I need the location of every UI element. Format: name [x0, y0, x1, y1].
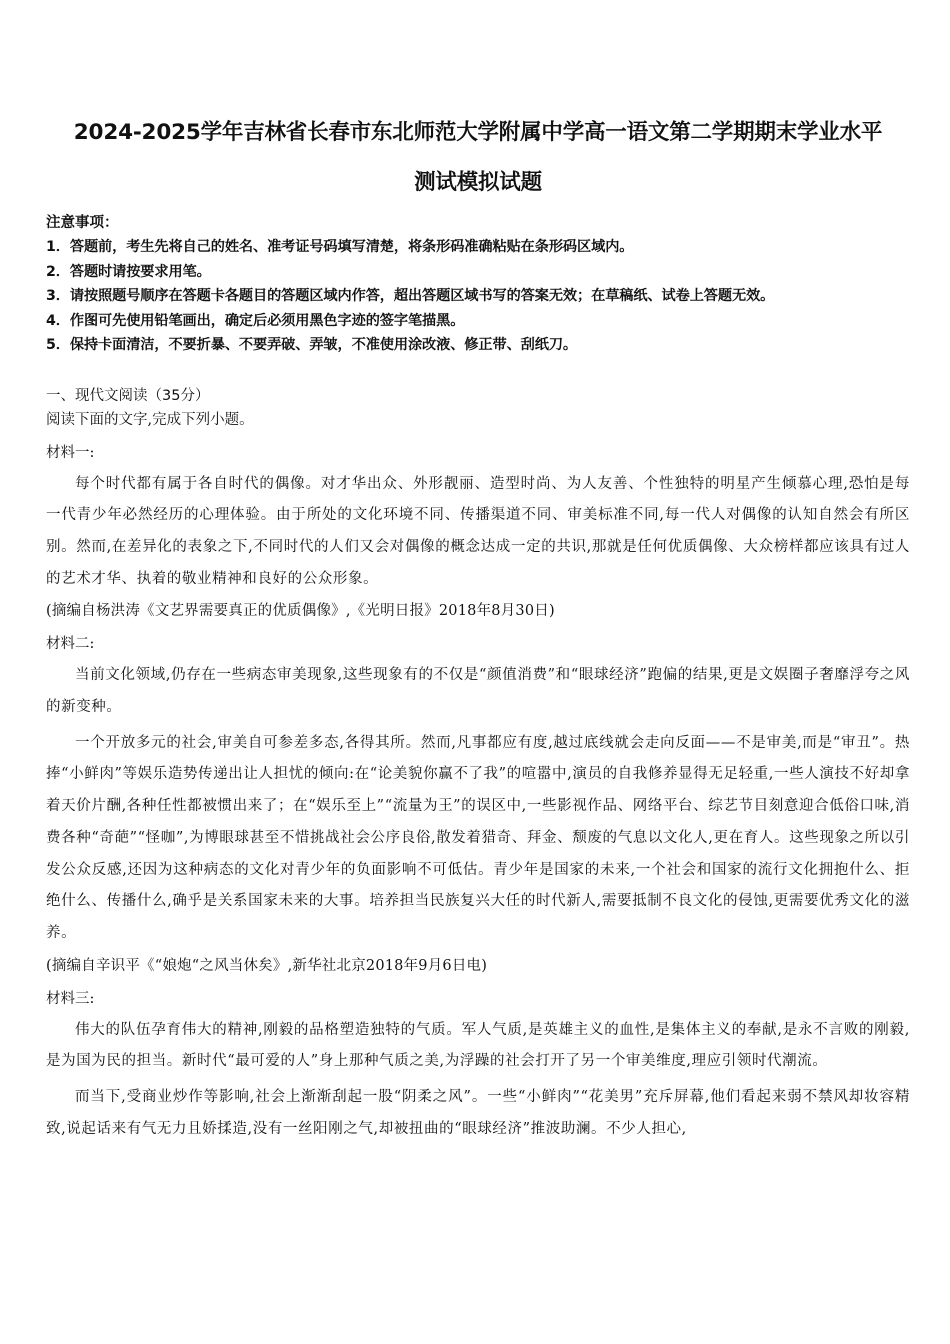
material1-source: (摘编自杨洪涛《文艺界需要真正的优质偶像》,《光明日报》2018年8月30日): [46, 603, 555, 620]
notice-item-5: 5．保持卡面清洁，不要折暴、不要弄破、弄皱，不准使用涂改液、修正带、刮纸刀。: [46, 337, 578, 353]
material2-paragraph-2: 一个开放多元的社会,审美自可参差多态,各得其所。然而,凡事都应有度,越过底线就会走向反面——不是审美,而是“审丑”。热捧“小鲜肉”等娱乐造势传递出让人担忧的倾向:在“论美貌你赢不了我”的喧嚣中,演员的自我修养显得无足轻重,一些人演技不好却拿着天价片酬,各种任性都被惯出来了；在“娱乐至上”“流量为王”的误区中,一些影视作品、网络平台、综艺节目刻意迎合低俗口味,消费各种“奇葩”“怪咖”,为博眼球甚至不惜挑战社会公序良俗,散发着猎奇、拜金、颓废的气息以文化人,更在育人。这些现象之所以引发公众反感,还因为这种病态的文化对青少年的负面影响不可低估。青少年是国家的未来,一个社会和国家的流行文化拥抱什么、拒绝什么、传播什么,确乎是关系国家未来的大事。培养担当民族复兴大任的时代新人,需要抵制不良文化的侵蚀,更需要优秀文化的滋养。: [46, 734, 910, 941]
material2-paragraph-1: 当前文化领域,仍存在一些病态审美现象,这些现象有的不仅是“颜值消费”和“眼球经济”跑偏的结果,更是文娱圈子奢靡浮夸之风的新变种。: [46, 667, 910, 716]
exam-title-line2: 测试模拟试题: [414, 170, 542, 195]
notice-item-4: 4．作图可先使用铅笔画出，确定后必须用黑色字迹的签字笔描黑。: [46, 312, 465, 329]
material2-source: (摘编自辛识平《“娘炮“之风当休矣》,新华社北京2018年9月6日电): [46, 957, 488, 974]
material1-paragraph: 每个时代都有属于各自时代的偶像。对才华出众、外形靓丽、造型时尚、为人友善、个性独特的明星产生倾慕心理,恐怕是每一代青少年必然经历的心理体验。由于所处的文化环境不同、传播渠道不同、审美标准不同,每一代人对偶像的认知自然会有所区别。然而,在差异化的表象之下,不同时代的人们又会对偶像的概念达成一定的共识,那就是任何优质偶像、大众榜样都应该具有过人的艺术才华、执着的敬业精神和良好的公众形象。: [46, 475, 910, 587]
material1-label: 材料一:: [46, 444, 95, 461]
notice-item-1: 1．答题前，考生先将自己的姓名、准考证号码填写清楚，将条形码准确粘贴在条形码区域内。: [46, 239, 634, 255]
reading-instruction: 阅读下面的文字,完成下列小题。: [46, 411, 254, 428]
material3-paragraph-1: 伟大的队伍孕育伟大的精神,刚毅的品格塑造独特的气质。军人气质,是英雄主义的血性,是集体主义的奉献,是永不言败的刚毅,是为国为民的担当。新时代“最可爱的人”身上那种气质之美,为浮躁的社会打开了另一个审美维度,理应引领时代潮流。: [46, 1021, 910, 1070]
material3-label: 材料三:: [46, 990, 95, 1007]
notice-item-3: 3．请按照题号顺序在答题卡各题目的答题区域内作答，超出答题区域书写的答案无效；在草稿纸、试卷上答题无效。: [46, 288, 775, 304]
material3-paragraph-2: 而当下,受商业炒作等影响,社会上渐渐刮起一股“阴柔之风”。一些“小鲜肉”“花美男”充斥屏幕,他们看起来弱不禁风却妆容精致,说起话来有气无力且娇揉造,没有一丝阳刚之气,却被扭曲的“眼球经济”推波助澜。不少人担心,: [46, 1089, 910, 1137]
notice-heading: 注意事项：: [46, 215, 119, 231]
section-heading: 一、现代文阅读（35分）: [46, 387, 210, 404]
notice-item-2: 2．答题时请按要求用笔。: [46, 263, 211, 280]
material2-label: 材料二:: [46, 636, 95, 653]
exam-title-line1: 2024-2025学年吉林省长春市东北师范大学附属中学高一语文第二学期期末学业水平: [73, 120, 883, 145]
